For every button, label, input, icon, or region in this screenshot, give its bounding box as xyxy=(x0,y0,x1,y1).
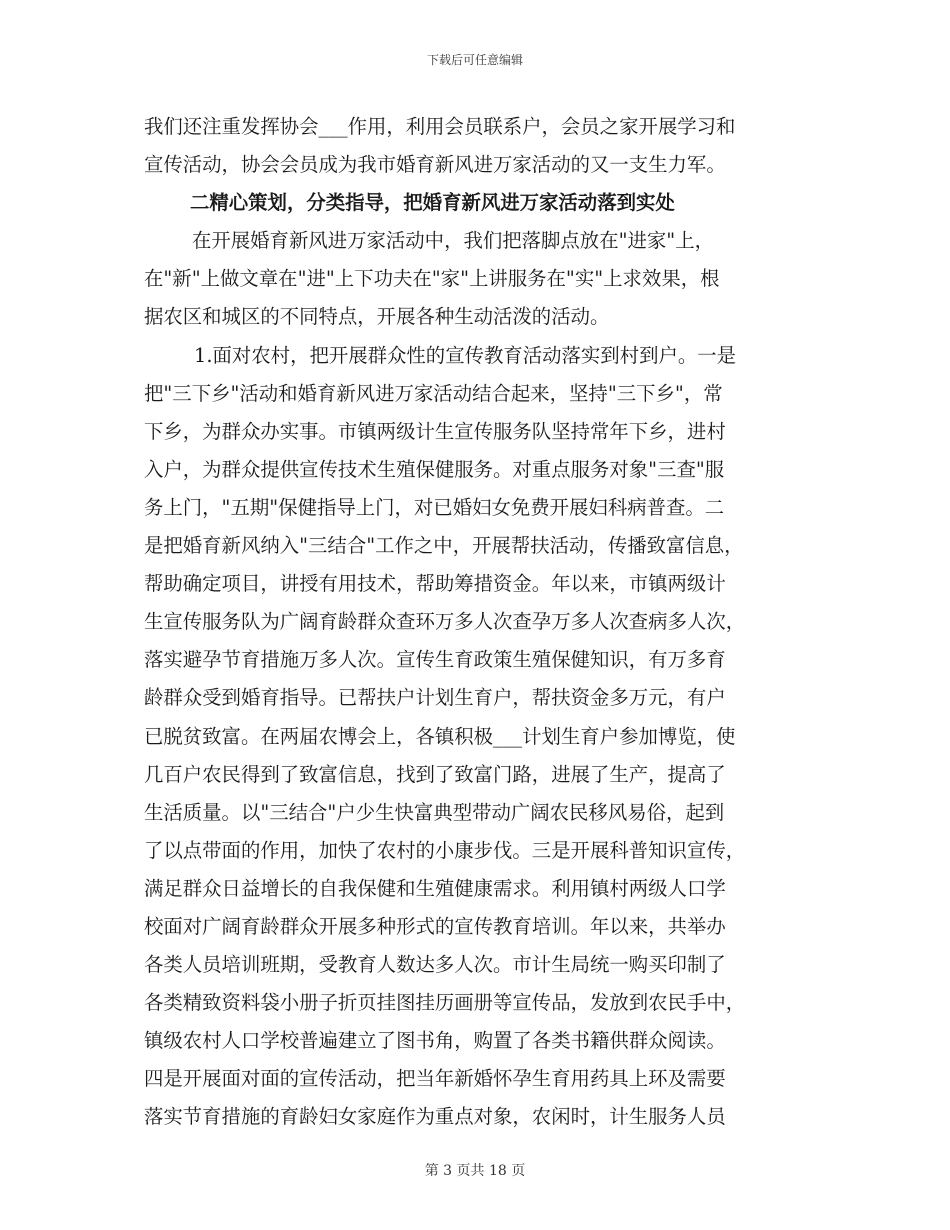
body-line: 宣传活动，协会会员成为我市婚育新风进万家活动的又一支生力军。 xyxy=(144,153,726,177)
body-line: 帮助确定项目，讲授有用技术，帮助筹措资金。年以来，市镇两级计 xyxy=(144,572,726,596)
body-line: 入户，为群众提供宣传技术生殖保健服务。对重点服务对象"三查"服 xyxy=(144,457,725,481)
body-line: 是把婚育新风纳入"三结合"工作之中，开展帮扶活动，传播致富信息， xyxy=(144,534,744,558)
body-line: 了以点带面的作用，加快了农村的小康步伐。三是开展科普知识宣传， xyxy=(144,838,746,862)
body-line: 我们还注重发挥协会___作用，利用会员联系户，会员之家开展学习和 xyxy=(144,115,736,138)
body-line: 镇级农村人口学校普遍建立了图书角，购置了各类书籍供群众阅读。 xyxy=(144,1029,726,1053)
page-footer: 第 3 页共 18 页 xyxy=(424,1163,526,1179)
body-line: 校面对广阔育龄群众开展多种形式的宣传教育培训。年以来，共举办 xyxy=(144,914,726,938)
body-line: 满足群众日益增长的自我保健和生殖健康需求。利用镇村两级人口学 xyxy=(144,876,726,900)
body-line: 务上门，"五期"保健指导上门，对已婚妇女免费开展妇科病普查。二 xyxy=(144,495,725,519)
document-body xyxy=(144,108,806,1137)
body-line: 据农区和城区的不同特点，开展各种生动活泼的活动。 xyxy=(144,305,610,329)
paragraph-first-line: 在开展婚育新风进万家活动中，我们把落脚点放在"进家"上， xyxy=(192,229,714,253)
body-line: 各类人员培训班期，受教育人数达多人次。市计生局统一购买印制了 xyxy=(144,953,726,977)
body-line: 下乡，为群众办实事。市镇两级计生宣传服务队坚持常年下乡，进村 xyxy=(144,419,726,443)
page-header: 下载后可任意编辑 xyxy=(426,53,523,67)
paragraph-first-line: 1.面对农村，把开展群众性的宣传教育活动落实到村到户。一是 xyxy=(194,343,737,367)
section-heading: 二精心策划，分类指导，把婚育新风进万家活动落到实处 xyxy=(190,191,675,215)
body-line: 四是开展面对面的宣传活动，把当年新婚怀孕生育用药具上环及需要 xyxy=(144,1067,726,1091)
body-line: 已脱贫致富。在两届农博会上，各镇积极___计划生育户参加博览，使 xyxy=(144,724,736,748)
body-line: 在"新"上做文章在"进"上下功夫在"家"上讲服务在"实"上求效果，根 xyxy=(144,267,720,291)
body-line: 各类精致资料袋小册子折页挂图挂历画册等宣传品，发放到农民手中， xyxy=(144,991,746,1015)
body-line: 把"三下乡"活动和婚育新风进万家活动结合起来，坚持"三下乡"，常 xyxy=(144,381,723,405)
body-line: 生活质量。以"三结合"户少生快富典型带动广阔农民移风易俗，起到 xyxy=(144,800,725,824)
body-line: 龄群众受到婚育指导。已帮扶户计划生育户，帮扶资金多万元，有户 xyxy=(144,686,726,710)
body-line: 几百户农民得到了致富信息，找到了致富门路，进展了生产，提高了 xyxy=(144,762,726,786)
body-line: 落实避孕节育措施万多人次。宣传生育政策生殖保健知识，有万多育 xyxy=(144,648,726,672)
body-line: 落实节育措施的育龄妇女家庭作为重点对象，农闲时，计生服务人员 xyxy=(144,1105,726,1129)
body-line: 生宣传服务队为广阔育龄群众查环万多人次查孕万多人次查病多人次， xyxy=(144,610,746,634)
